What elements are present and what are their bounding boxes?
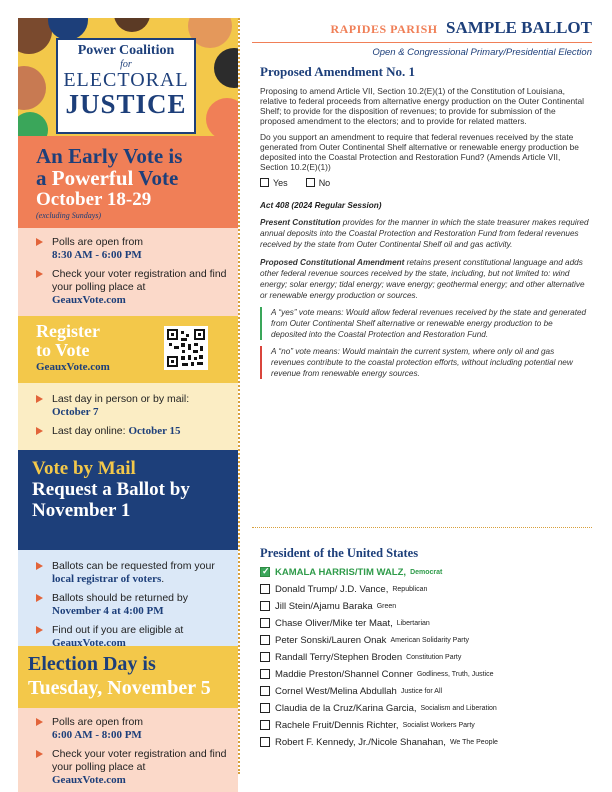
amendment-choices (260, 178, 590, 188)
election-day-line2: Tuesday, November 5 (28, 677, 211, 699)
no-vote-explanation: A “no” vote means: Would maintain the current system, where only oil and gas revenues contribute to the coastal protection efforts, without including potential new revenue from renewable energy sources. (260, 346, 590, 379)
ballot-header (252, 18, 592, 58)
yes-checkbox[interactable] (260, 178, 269, 187)
checkbox[interactable] (260, 635, 270, 645)
power-coalition-logo (56, 38, 196, 134)
list-item: Find out if you are eligible at GeauxVote.com (34, 624, 238, 650)
hero-illustration (18, 18, 238, 136)
mail-bullets (18, 550, 238, 649)
checkbox[interactable] (260, 601, 270, 611)
election-subtitle: Open & Congressional Primary/Presidential Election (372, 47, 592, 58)
president-section (260, 546, 590, 748)
checkbox[interactable] (260, 669, 270, 679)
list-item: Check your voter registration and find your polling place at GeauxVote.com (34, 748, 238, 787)
candidate-name: Peter Sonski/Lauren Onak (275, 634, 387, 646)
candidate-option[interactable] (260, 685, 590, 697)
candidate-party: Socialism and Liberation (420, 704, 497, 712)
logo-line3: ELECTORAL (63, 69, 189, 91)
list-item: Last day online: October 15 (34, 425, 238, 438)
candidate-name: Robert F. Kennedy, Jr./Nicole Shanahan, (275, 736, 446, 748)
candidate-name: Randall Terry/Stephen Broden (275, 651, 403, 663)
candidate-party: We The People (449, 738, 498, 746)
list-item: Last day in person or by mail: October 7 (34, 393, 238, 419)
act-reference: Act 408 (2024 Regular Session) (260, 201, 382, 210)
checkbox[interactable] (260, 720, 270, 730)
candidate-option[interactable] (260, 668, 590, 680)
candidate-party: Justice for All (400, 687, 443, 695)
candidate-option[interactable] (260, 702, 590, 714)
early-vote-section (18, 136, 238, 228)
early-vote-bullets (18, 228, 238, 316)
checkbox[interactable] (260, 737, 270, 747)
list-item: Ballots should be returned by November 4 at 4:00 PM (34, 592, 238, 618)
present-constitution-text: Present Constitution provides for the manner in which the state treasurer makes required annual deposits into the Coastal Protection and Restoration Fund from federal revenues received by the state from Outer Continental Shelf oil and gas activity. (260, 218, 589, 249)
checkbox[interactable] (260, 584, 270, 594)
candidate-option[interactable] (260, 583, 590, 595)
candidate-option[interactable] (260, 651, 590, 663)
candidate-name: Claudia de la Cruz/Karina Garcia, (275, 702, 417, 714)
info-sidebar (18, 18, 238, 786)
amendment-title: Proposed Amendment No. 1 (260, 64, 416, 79)
early-vote-dates: October 18-29 (36, 189, 152, 210)
election-day-line1: Election Day is (28, 653, 156, 675)
candidate-party: Constitution Party (406, 653, 462, 661)
candidate-name: Cornel West/Melina Abdullah (275, 685, 397, 697)
register-section (18, 316, 238, 383)
proposed-amendment-text: Proposed Constitutional Amendment retains present constitutional language and adds other federal revenue sources received by the state, including, but not limited to: wind energy; solar energy; tidal energy; wave energy; geothermal energy; and other alternative or renewable energy production or sources. (260, 258, 585, 300)
vote-by-mail-section (18, 450, 238, 550)
candidate-name: Jill Stein/Ajamu Baraka (275, 600, 373, 612)
candidate-name: KAMALA HARRIS/TIM WALZ, (275, 566, 407, 578)
candidate-party: Democrat (410, 568, 443, 576)
candidate-option[interactable] (260, 719, 590, 731)
candidate-option[interactable] (260, 736, 590, 748)
candidate-option[interactable] (260, 634, 590, 646)
mail-line2: Request a Ballot by (32, 479, 190, 500)
amendment-section (260, 64, 590, 379)
president-title: President of the United States (260, 546, 419, 560)
candidate-option[interactable] (260, 600, 590, 612)
register-bullets (18, 383, 238, 450)
candidate-name: Maddie Preston/Shannel Conner (275, 668, 413, 680)
ballot-title-row (252, 18, 592, 43)
early-vote-line1: An Early Vote is (36, 144, 183, 168)
checkbox[interactable] (260, 618, 270, 628)
section-divider (252, 527, 592, 528)
candidate-list (260, 566, 590, 748)
candidate-party: Libertarian (396, 619, 430, 627)
list-item: Check your voter registration and find your polling place at GeauxVote.com (34, 268, 238, 307)
amendment-question: Do you support an amendment to require that federal revenues received by the state generated from Outer Continental Shelf alternative or renewable energy production be deposited into the Coastal Protection and Restoration Fund? (Amends Article VII, Section 10.2(E)(1)) (260, 132, 579, 172)
checkbox[interactable] (260, 686, 270, 696)
checkbox[interactable] (260, 703, 270, 713)
election-day-section (18, 646, 238, 708)
no-option[interactable]: No (306, 178, 331, 188)
checkbox[interactable] (260, 652, 270, 662)
column-divider (238, 18, 240, 774)
parish-name: RAPIDES PARISH (330, 22, 438, 36)
election-day-bullets (18, 708, 238, 792)
register-url: GeauxVote.com (36, 361, 110, 373)
yes-option[interactable]: Yes (260, 178, 288, 188)
candidate-name: Donald Trump/ J.D. Vance, (275, 583, 389, 595)
yes-vote-explanation: A “yes” vote means: Would allow federal revenues received by the state and generated from Outer Continental Shelf alternative or renewable energy production to be deposited into the Coastal Protection and Restoration Fund. (260, 307, 590, 340)
candidate-party: Socialist Workers Party (402, 721, 475, 729)
candidate-party: Godliness, Truth, Justice (416, 670, 494, 678)
amendment-description: Proposing to amend Article VII, Section 10.2(E)(1) of the Constitution of Louisiana, relative to federal proceeds from alternative energy production on the Outer Continental Shelf; to provide for the disposition of revenues; to provide for submission of the proposed amendment to the electors; and to provide for related matters. (260, 86, 585, 126)
candidate-party: Republican (392, 585, 428, 593)
register-line1: Register (36, 321, 100, 341)
logo-line2: for (120, 59, 132, 70)
no-checkbox[interactable] (306, 178, 315, 187)
qr-code-icon (164, 326, 208, 370)
candidate-party: American Solidarity Party (390, 636, 470, 644)
list-item: Ballots can be requested from your local registrar of voters. (34, 560, 238, 586)
logo-line4: JUSTICE (65, 89, 187, 119)
list-item: Polls are open from 6:00 AM - 8:00 PM (34, 716, 238, 742)
mail-line3: November 1 (32, 500, 131, 521)
page-title: SAMPLE BALLOT (446, 18, 592, 37)
candidate-option[interactable] (260, 617, 590, 629)
candidate-option[interactable] (260, 566, 590, 578)
early-vote-line2: a Powerful Vote (36, 166, 179, 190)
logo-line1: Power Coalition (77, 43, 175, 58)
mail-line1: Vote by Mail (32, 458, 136, 479)
candidate-name: Rachele Fruit/Dennis Richter, (275, 719, 399, 731)
early-vote-note: (excluding Sundays) (36, 211, 102, 220)
candidate-name: Chase Oliver/Mike ter Maat, (275, 617, 393, 629)
checked-checkbox-icon[interactable] (260, 567, 270, 577)
register-line2: to Vote (36, 340, 90, 360)
list-item: Polls are open from 8:30 AM - 6:00 PM (34, 236, 238, 262)
candidate-party: Green (376, 602, 397, 610)
